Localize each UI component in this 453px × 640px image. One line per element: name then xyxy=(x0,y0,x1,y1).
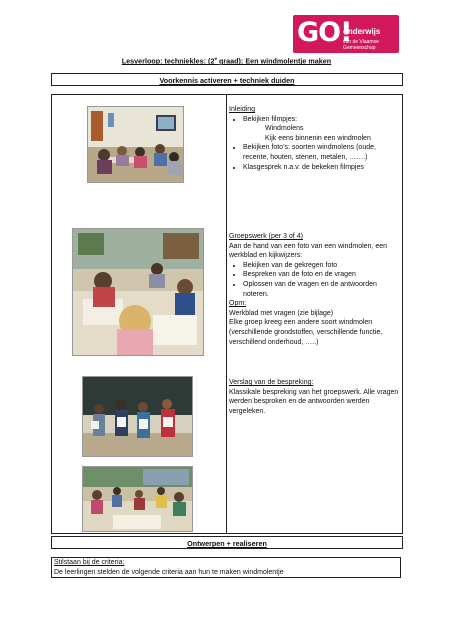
note-heading: Opm: xyxy=(229,300,247,308)
criteria-body: De leerlingen stelden de volgende criteria aan hun te maken windmolentje xyxy=(54,568,284,576)
sub-item: Kijk eens binnenin een windmolen xyxy=(265,134,371,142)
list-item: • Oplossen van de vragen en de antwoorden noteren. xyxy=(243,280,401,299)
section-groepswerk xyxy=(229,232,401,347)
column-divider xyxy=(226,94,227,534)
note-line: Elke groep kreeg een andere soort windmolen (verschillende grondstoffen, verschillende functie, verschillend onderhoud, …..) xyxy=(229,319,383,346)
sub-item: Windmolens xyxy=(265,125,304,133)
note-line: Werkblad met vragen (zie bijlage) xyxy=(229,309,334,317)
photo-pupils-presenting xyxy=(82,376,193,457)
photo-class-overview xyxy=(82,466,193,532)
section-band-ontwerpen: Ontwerpen + realiseren xyxy=(51,536,403,549)
logo-word: GO! xyxy=(297,17,352,48)
section-body: Klassikale bespreking van het groepswerk. Alle vragen werden besproken en de antwoorden werden vergeleken. xyxy=(229,388,399,415)
list-item: • Klasgesprek n.a.v. de bekeken filmpjes xyxy=(243,163,401,173)
section-heading: Groepswerk (per 3 of 4) xyxy=(229,233,303,240)
section-intro: Aan de hand van een foto van een windmolen, een werkblad en kijkwijzers: xyxy=(229,242,388,260)
criteria-box xyxy=(51,557,401,578)
logo-line-2: van de Vlaamse Gemeenschap xyxy=(343,39,379,51)
section-verslag xyxy=(229,378,401,416)
section-heading: Verslag van de bespreking: xyxy=(229,379,314,386)
section-band-voorkennis: Voorkennis activeren + techniek duiden xyxy=(51,73,403,86)
list-item: • Bespreken van de foto en de vragen xyxy=(243,270,401,280)
photo-classroom-video xyxy=(87,106,184,183)
list-item: • Bekijken foto’s: soorten windmolens (oude, recente, houten, stenen, metalen, …….) xyxy=(243,143,401,162)
list-item: • Bekijken van de gekregen foto xyxy=(243,261,401,271)
photo-group-work xyxy=(72,228,204,356)
criteria-heading: Stilstaan bij de criteria: xyxy=(54,559,125,566)
go-onderwijs-logo xyxy=(293,15,399,53)
section-heading: Inleiding xyxy=(229,106,256,113)
list-item: • Bekijken filmpjes: xyxy=(243,115,401,125)
page-title: Lesverloop: techniekles: (2e graad): Een windmolentje maken xyxy=(121,56,332,66)
section-inleiding xyxy=(229,105,401,172)
logo-line-1: onderwijs xyxy=(343,27,381,36)
